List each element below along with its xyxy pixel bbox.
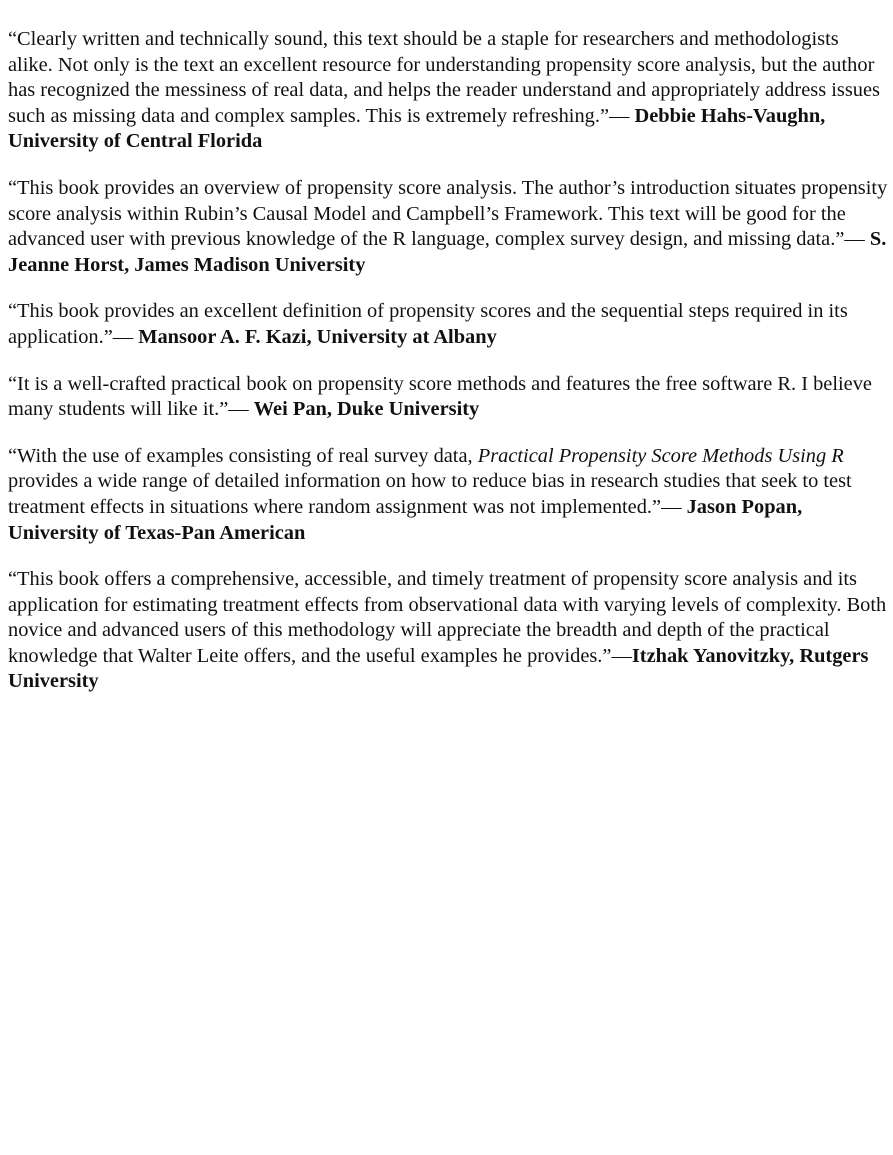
endorsement-attribution: Debbie Hahs-Vaughn, University of Central Florida (8, 104, 826, 153)
endorsement-attribution: Jason Popan, University of Texas-Pan American (8, 495, 803, 544)
endorsement-blurb (8, 299, 888, 350)
endorsement-blurb (8, 176, 888, 278)
endorsement-quote: “This book offers a comprehensive, accessible, and timely treatment of propensity score analysis and its application for estimating treatment effects from observational data with varying levels of complexity. Both novice and advanced users of this methodology will appreciate the breadth and depth of the practical knowledge that Walter Leite offers, and the useful examples he provides.”— (8, 568, 887, 667)
endorsement-blurb (8, 372, 888, 423)
endorsement-attribution: Mansoor A. F. Kazi, University at Albany (138, 325, 497, 348)
endorsement-blurb (8, 27, 888, 155)
endorsement-blurb (8, 567, 888, 695)
endorsement-blurb (8, 444, 888, 546)
endorsement-quote: “It is a well-crafted practical book on propensity score methods and features the free software R. I believe many students will like it.”— (8, 372, 872, 421)
endorsement-attribution: Itzhak Yanovitzky, Rutgers University (8, 644, 869, 693)
endorsement-quote: “Clearly written and technically sound, this text should be a staple for researchers and methodologists alike. Not only is the text an excellent resource for understanding propensity score analysis, but the author has recognized the messiness of real data, and helps the reader understand and appropriately address issues such as missing data and complex samples. This is extremely refreshing.”— (8, 28, 880, 127)
endorsement-quote-end: provides a wide range of detailed information on how to reduce bias in research studies that seek to test treatment effects in situations where random assignment was not implemented.”— (8, 470, 852, 518)
endorsements-page (8, 27, 888, 716)
endorsement-attribution: Wei Pan, Duke University (253, 398, 480, 421)
endorsement-quote: “This book provides an overview of propensity score analysis. The author’s introduction situates propensity score analysis within Rubin’s Causal Model and Campbell’s Framework. This text will be good for the advanced user with previous knowledge of the R language, complex survey design, and missing data.”— (8, 176, 888, 251)
book-title: Practical Propensity Score Methods Using R (477, 444, 844, 467)
endorsement-quote-start: “With the use of examples consisting of real survey data, (8, 444, 478, 467)
endorsement-attribution: S. Jeanne Horst, James Madison University (8, 228, 887, 276)
endorsement-quote: “This book provides an excellent definition of propensity scores and the sequential steps required in its application.”— (8, 300, 848, 348)
